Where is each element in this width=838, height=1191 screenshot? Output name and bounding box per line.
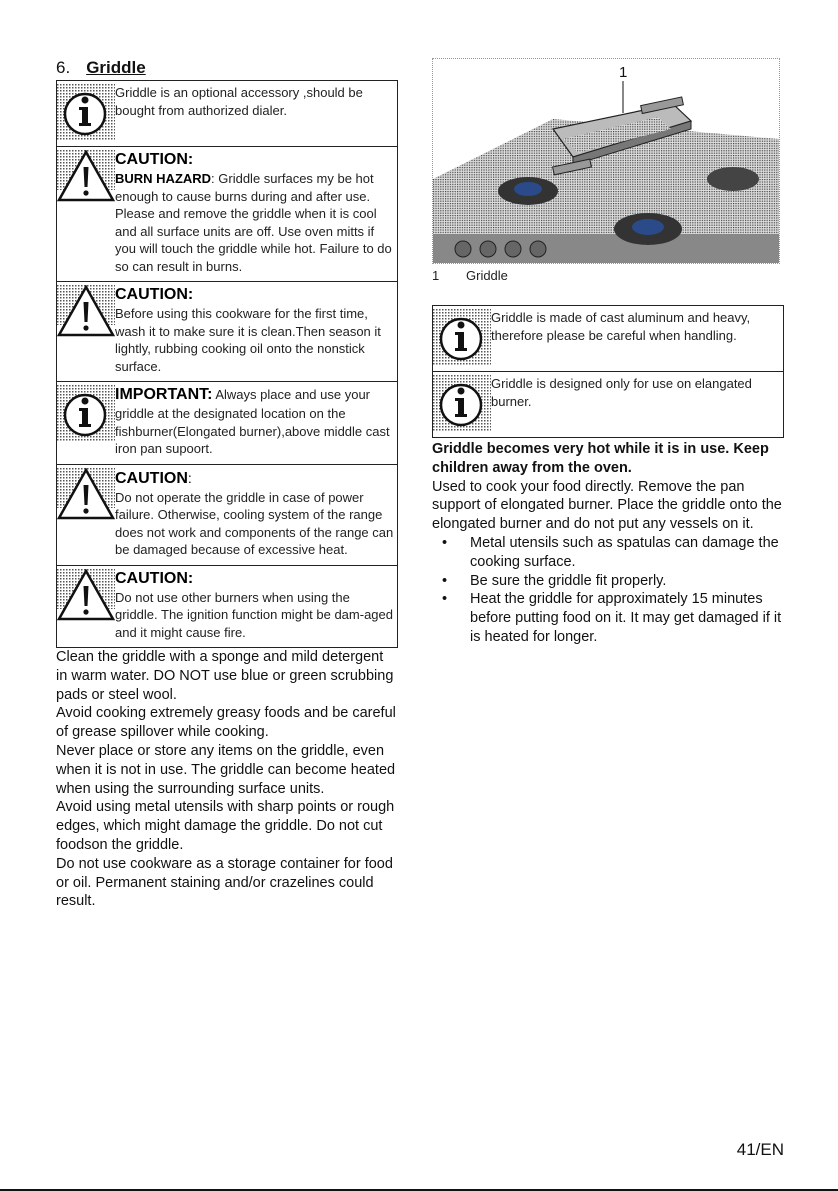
notice-heading: IMPORTANT: [115,386,213,403]
notice-info-heavy [432,305,784,371]
figure-caption [432,268,784,283]
notice-text [115,150,394,275]
bullet: • [442,534,448,551]
notice-caution-other-burners [56,565,398,649]
section-number: 6. [56,58,71,77]
bullet: • [442,591,448,608]
paragraph: Avoid cooking extremely greasy foods and be careful of grease spillover while cooking. [56,705,396,741]
figure-callout-number: 1 [619,64,628,81]
list-item [432,534,784,572]
griddle-illustration [433,59,779,263]
right-column [432,58,784,647]
notice-important-placement [56,381,398,464]
list-item-text: Heat the griddle for approximately 15 minutes before putting food on it. It may get damaged if it is heated for longer. [470,591,782,645]
notice-text [115,285,394,375]
list-item [432,572,784,591]
notice-heading: CAUTION: [115,151,194,168]
paragraph: Avoid using metal utensils with sharp points or rough edges, which might damage the griddle. Do not cut foodson the griddle. [56,799,395,853]
info-icon [57,84,115,140]
notice-caution-burn [56,146,398,281]
notice-body: Before using this cookware for the first time, wash it to make sure it is clean.Then season it lightly, rubbing cooking oil onto the nonstick surface. [115,306,381,374]
notice-body: Do not operate the griddle in case of power failure. Otherwise, cooling system of the range does not work and components of the range can be damaged because of excessive heat. [115,489,394,557]
notice-body: Griddle is designed only for use on elangated burner. [491,376,752,409]
caution-icon [57,285,115,341]
right-notice-stack [432,305,784,438]
notice-heading: CAUTION: [115,569,194,587]
notice-text [491,375,780,431]
notice-caution-power-failure [56,464,398,565]
list-item-text: Metal utensils such as spatulas can damage the cooking surface. [470,534,779,570]
caption-text: Griddle [466,268,508,283]
caution-icon [57,569,115,625]
page-number: 41/EN [736,1140,784,1159]
notice-body: Griddle is made of cast aluminum and heavy, therefore please be careful when handling. [491,310,751,343]
notice-body: Do not use other burners when using the griddle. The ignition function might be dam-aged and it might cause fire. [115,589,393,640]
left-body-text [56,648,398,911]
bullet: • [442,572,448,589]
caution-icon [57,150,115,206]
notice-body: : Griddle surfaces my be hot enough to cause burns during and after use. Please and remove the griddle when it is cool and all surface units are off. Use oven mitts if you will touch the griddle while hot. Failure to do so can result in burns. [115,171,392,274]
caption-number: 1 [432,268,440,283]
list-item-text: Be sure the griddle fit properly. [470,572,667,589]
paragraph: Do not use cookware as a storage container for food or oil. Permanent staining and/or crazelines could result. [56,855,393,910]
left-column [56,58,398,911]
notice-heading-suffix: : [187,469,192,486]
bullet-list [432,534,784,647]
griddle-figure [432,58,780,264]
hot-warning: Griddle becomes very hot while it is in use. Keep children away from the oven. [432,441,769,476]
info-icon [57,385,115,441]
notice-caution-first-use [56,281,398,381]
notice-heading: CAUTION: [115,286,194,303]
notice-info-accessory [56,80,398,146]
section-heading [56,58,398,78]
left-notice-stack [56,80,398,648]
paragraph: Never place or store any items on the griddle, even when it is not in use. The griddle can become heated when using the surrounding surface units. [56,742,396,797]
notice-body: Griddle is an optional accessory ,should be bought from authorized dialer. [115,85,363,118]
notice-lead: BURN HAZARD [115,171,212,186]
notice-info-elongated-burner [432,371,784,438]
notice-text [115,569,394,642]
notice-text [115,468,394,559]
info-icon [433,309,491,365]
paragraph: Clean the griddle with a sponge and mild detergent in warm water. DO NOT use blue or green scrubbing pads or steel wool. [56,649,394,703]
section-title: Griddle [86,58,146,77]
notice-body: Always place and use your griddle at the designated location on the fishburner(Elongated burner),above middle cast iron pan supoort. [115,387,390,456]
notice-text [491,309,780,365]
list-item [432,590,784,646]
right-body-text: Used to cook your food directly. Remove the pan support of elongated burner. Place the griddle onto the elongated burner and do not put any vessels on it. [432,478,782,533]
info-icon [433,375,491,431]
caution-icon [57,468,115,524]
notice-heading [115,468,394,489]
notice-heading-text: CAUTION [115,469,188,487]
notice-text [115,84,394,140]
notice-text [115,385,394,458]
